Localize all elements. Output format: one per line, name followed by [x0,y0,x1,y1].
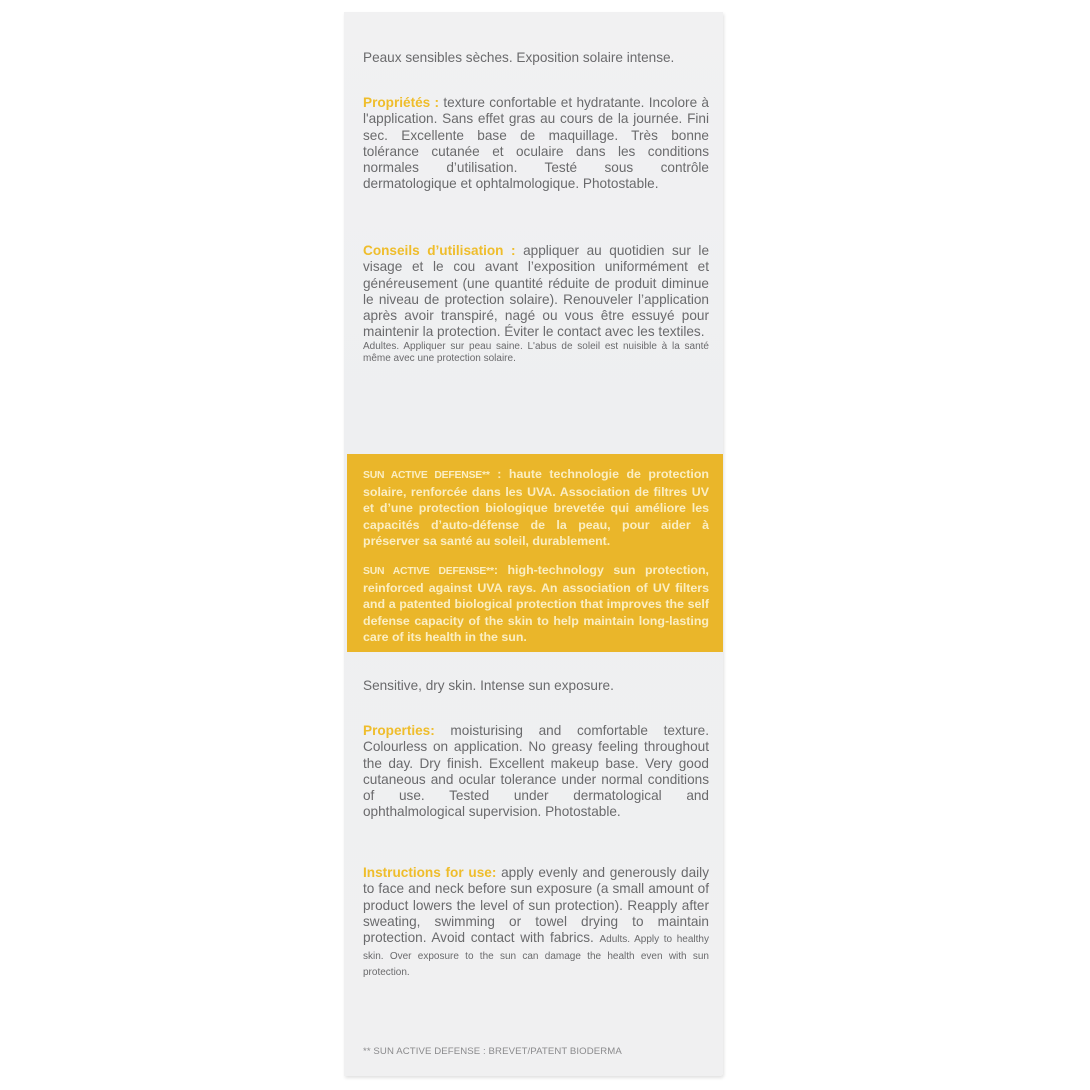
en-usage-paragraph [363,865,709,980]
fr-usage-warning: Adultes. Appliquer sur peau saine. L'abus de soleil est nuisible à la santé même avec une protection solaire. [363,340,709,365]
fr-usage-paragraph [363,243,709,366]
band-en-paragraph [363,562,709,645]
en-usage-heading: Instructions for use: [363,865,497,880]
fr-properties-paragraph [363,95,709,193]
en-usage-warning: Adults. Apply to healthy skin. Over exposure to the sun can damage the health even with sun protection. [363,934,709,979]
en-properties-heading: Properties: [363,723,435,738]
en-properties-body: moisturising and comfortable texture. Colourless on application. No greasy feeling throughout the day. Dry finish. Excellent makeup base. Very good cutaneous and ocular tolerance under normal conditions of use. Tested under dermatological and ophthalmological supervision. Photostable. [363,723,709,820]
fr-usage-heading: Conseils d’utilisation : [363,243,516,258]
en-usage-body: apply evenly and generously daily to face and neck before sun exposure (a small amount of product lowers the level of sun protection). Reapply after sweating, swimming or towel drying to maintain protection. Avoid contact with fabrics. [363,865,709,946]
band-en-body: : high-technology sun protection, reinforced against UVA rays. An association of UV filters and a patented biological protection that improves the self defense capacity of the skin to help maintain long-lasting care of its health in the sun. [363,563,709,644]
patent-footnote: ** SUN ACTIVE DEFENSE : BREVET/PATENT BIODERMA [363,1046,622,1057]
fr-properties-body: texture confortable et hydratante. Incolore à l'application. Sans effet gras au cours de la journée. Fini sec. Excellente base de maquillage. Très bonne tolérance cutanée et oculaire dans les conditions normales d’utilisation. Testé sous contrôle dermatologique et ophtalmologique. Photostable. [363,95,709,192]
band-fr-paragraph [363,466,709,549]
product-box-panel [344,12,723,1076]
en-intro: Sensitive, dry skin. Intense sun exposure. [363,678,614,693]
fr-properties-heading: Propriétés : [363,95,440,110]
fr-usage-body: appliquer au quotidien sur le visage et le cou avant l’exposition uniformément et généreusement (une quantité réduite de produit diminue le niveau de protection solaire). Renouveler l’application après avoir transpiré, nagé ou vous être essuyé pour maintenir la protection. Éviter le contact avec les textiles. [363,243,709,340]
sun-active-defense-band [347,454,723,652]
fr-intro: Peaux sensibles sèches. Exposition solaire intense. [363,50,675,65]
en-properties-paragraph [363,723,709,821]
band-fr-heading: SUN ACTIVE DEFENSE** [363,470,490,481]
band-en-heading: SUN ACTIVE DEFENSE** [363,566,494,577]
band-fr-body: : haute technologie de protection solaire, renforcée dans les UVA. Association de filtres UV et d’une protection biologique brevetée qui améliore les capacités d’auto-défense de la peau, pour aider à préserver sa santé au soleil, durablement. [363,467,710,548]
